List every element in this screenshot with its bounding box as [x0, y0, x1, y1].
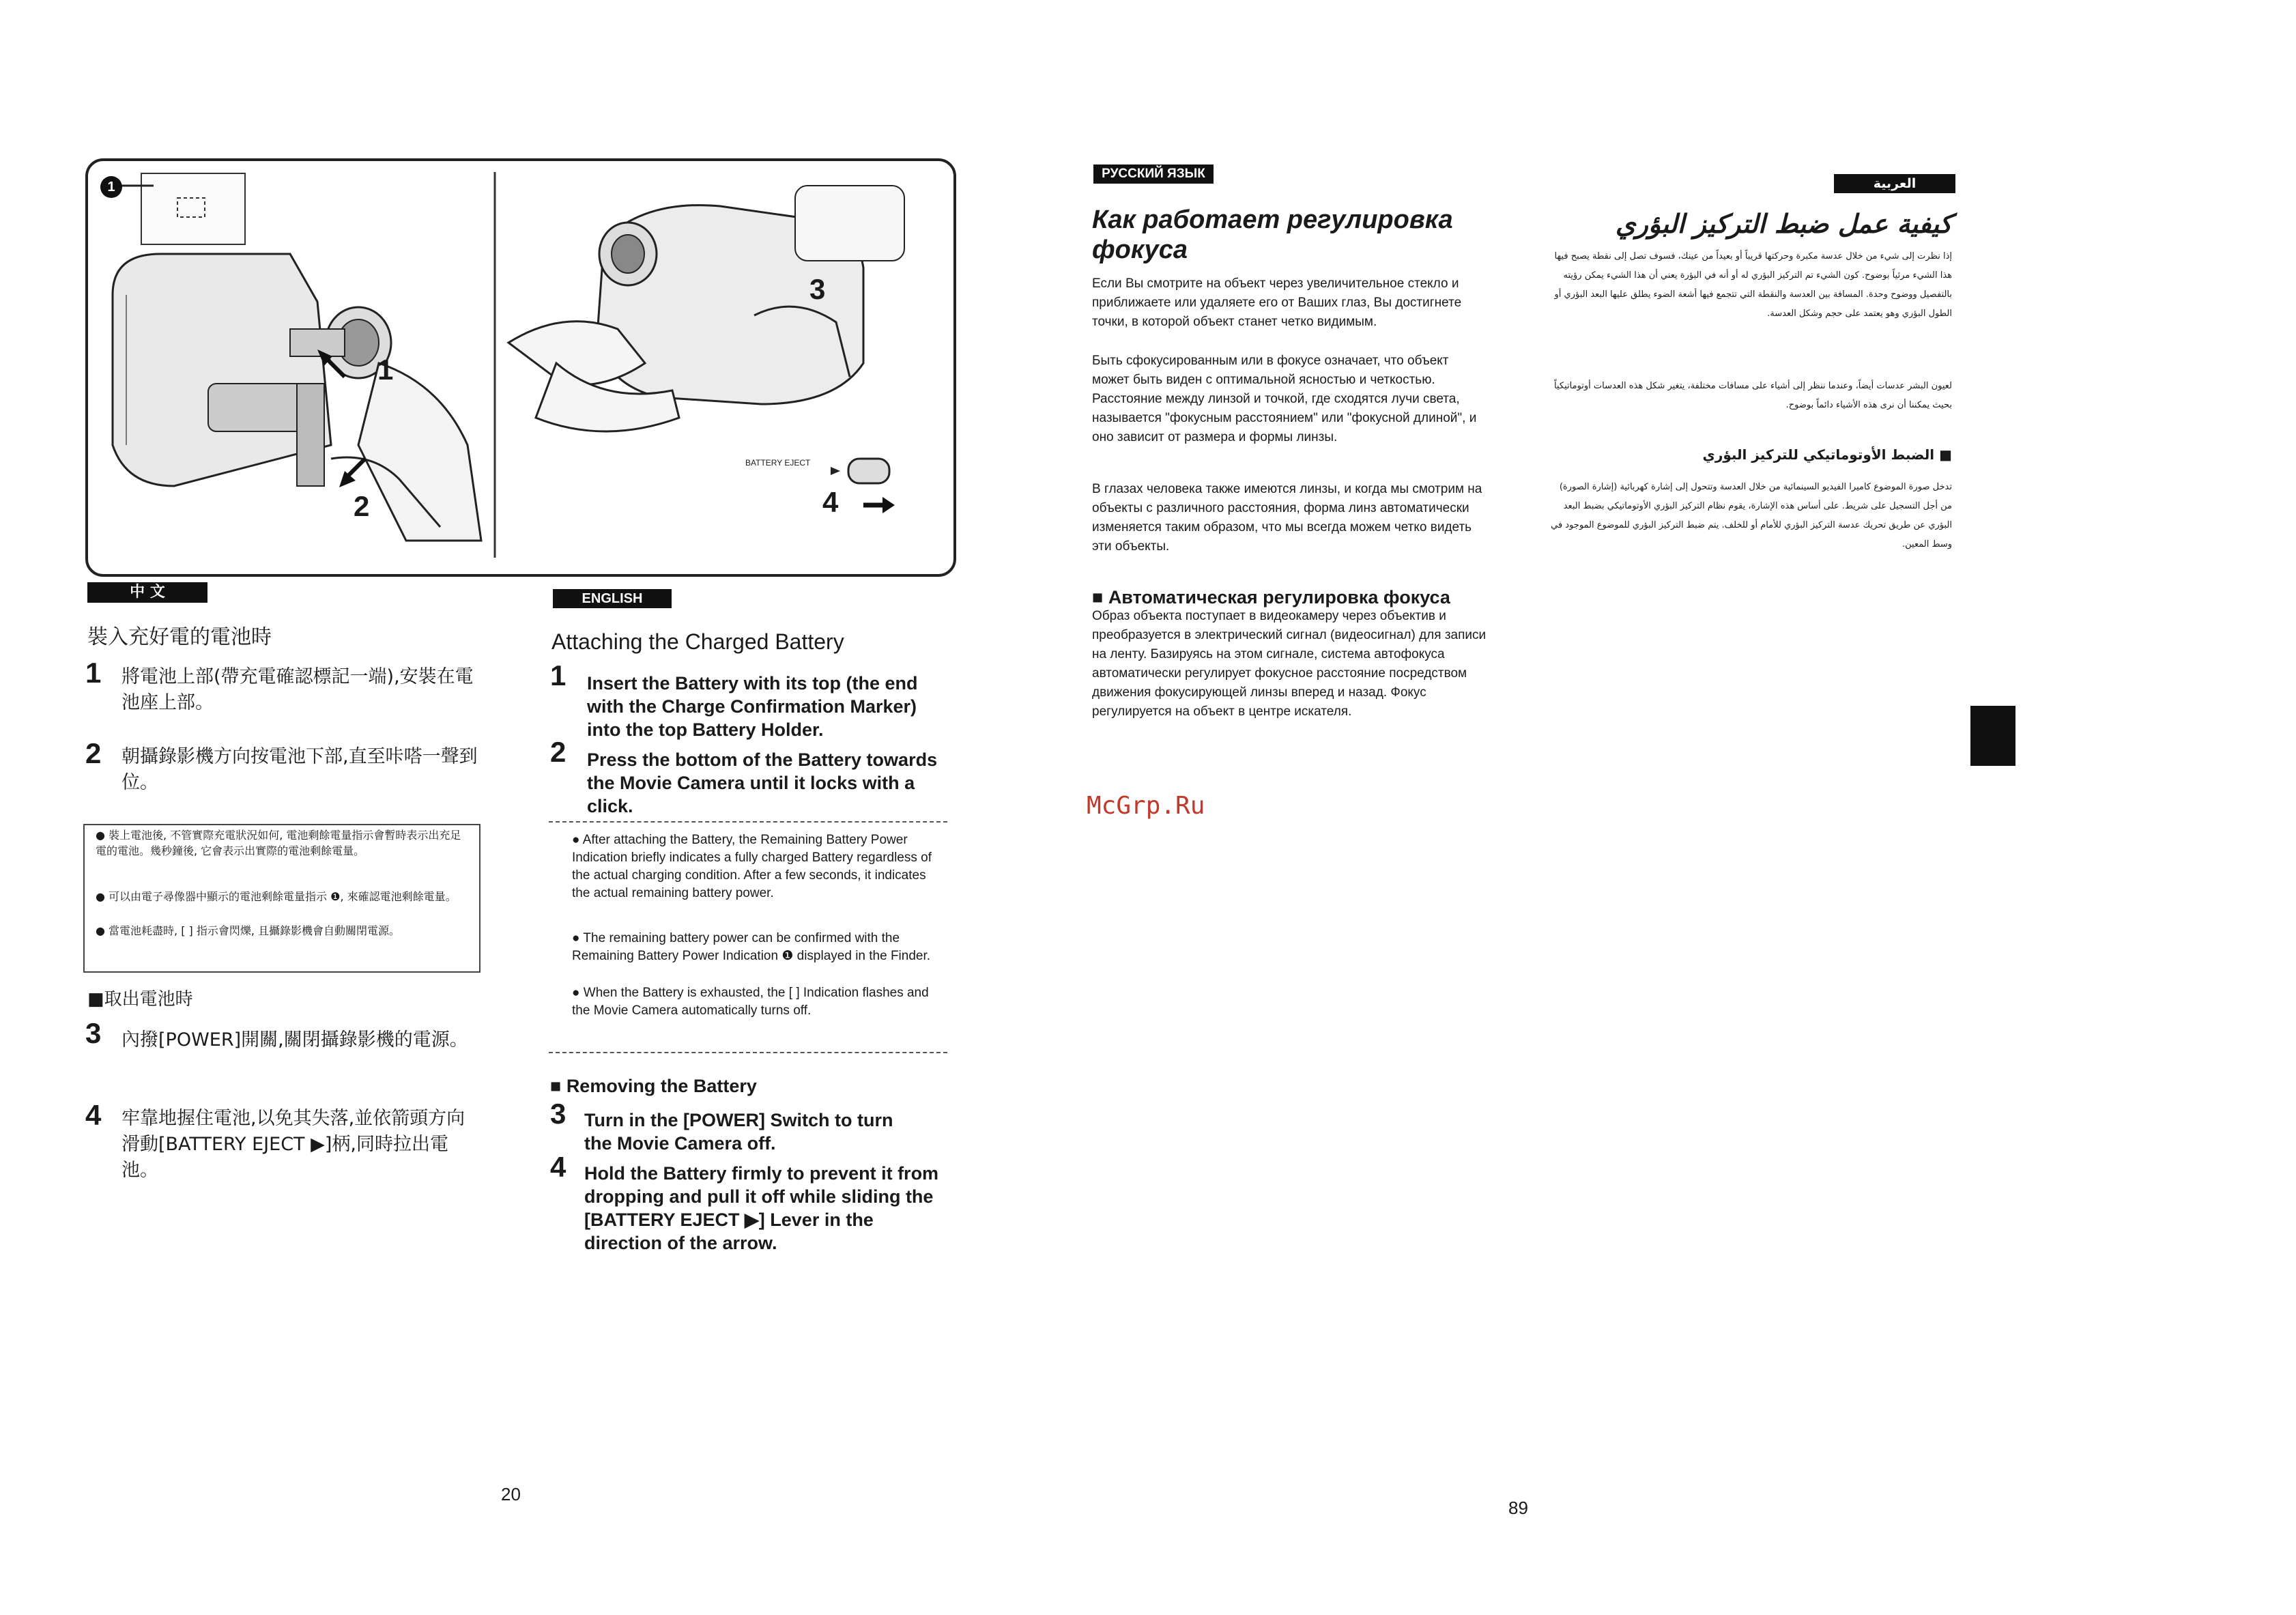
- ar-subtitle: ■ الضبط الأوتوماتيكي للتركيز البؤري: [1702, 446, 1952, 463]
- watermark[interactable]: McGrp.Ru: [1087, 792, 1205, 820]
- en-note-3: ● When the Battery is exhausted, the [ ] Indication flashes and the Movie Camera automatically turns off.: [572, 986, 929, 1018]
- en-step-3-text: Turn in the [POWER] Switch to turn the Movie Camera off.: [584, 1110, 893, 1154]
- chinese-title: 裝入充好電的電池時: [87, 625, 272, 649]
- page-number-left: 20: [501, 1484, 521, 1504]
- en-note-1: ● After attaching the Battery, the Remaining Battery Power Indication briefly indicates a fully charged Battery regardless of the actual charging condition. After a few seconds, it indicates the actual remaining battery power.: [572, 833, 932, 900]
- en-remove-title: ■ Removing the Battery: [550, 1076, 757, 1096]
- cn-note-2: ● 可以由電子尋像器中顯示的電池剩餘電量指示 ❶, 來確認電池剩餘電量。: [96, 890, 457, 903]
- callout-2: 2: [354, 490, 370, 522]
- cn-note-1: ● 裝上電池後, 不管實際充電狀況如何, 電池剩餘電量指示會暫時表示出充足電的電池。幾秒鐘後, 它會表示出實際的電池剩餘電量。: [96, 829, 461, 857]
- cn-remove-title: ■取出電池時: [87, 989, 193, 1010]
- ru-para-4: Образ объекта поступает в видеокамеру через объектив и преобразуется в электрический сигнал (видеосигнал) для записи на ленту. Базируясь на этом сигнале, система автофокуса автоматически регулирует фокусное расстояние посредством движения фокусирующей линзы вперед и назад. Фокус регулируется на объект в центре искателя.: [1092, 609, 1487, 719]
- ru-para-2: Быть сфокусированным или в фокусе означает, что объект может быть виден с оптимальной ясностью и четкостью. Расстояние между линзой и точкой, где сходятся лучи света, называется "фокусным расстоянием" или "фокусной длиной", и оно зависит от размера и формы линзы.: [1092, 354, 1477, 444]
- en-note-2: ● The remaining battery power can be confirmed with the Remaining Battery Power Indication ❶ displayed in the Finder.: [572, 931, 931, 963]
- en-step-4-text: Hold the Battery firmly to prevent it from dropping and pull it off while sliding the [BATTERY EJECT ▶] Lever in the direction of the arrow.: [584, 1163, 939, 1253]
- cn-step-2-text: 朝攝錄影機方向按電池下部,直至咔嗒一聲到位。: [121, 746, 478, 793]
- russian-tag: РУССКИЙ ЯЗЫК: [1093, 165, 1214, 184]
- callout-4: 4: [822, 486, 839, 518]
- en-step-2-number: 2: [550, 736, 566, 768]
- en-step-1-number: 1: [550, 659, 566, 691]
- page-number-right: 89: [1508, 1498, 1528, 1518]
- cn-step-1-text: 將電池上部(帶充電確認標記一端),安裝在電池座上部。: [121, 666, 474, 713]
- en-step-4-number: 4: [550, 1151, 566, 1183]
- en-step-2-text: Press the bottom of the Battery towards the Movie Camera until it locks with a click.: [587, 749, 938, 816]
- russian-title: Как работает регулировка фокуса: [1092, 205, 1453, 264]
- cn-step-3-number: 3: [85, 1017, 102, 1049]
- chinese-tag: 中 文: [87, 582, 207, 603]
- arabic-title: كيفية عمل ضبط التركيز البؤري: [1615, 209, 1952, 239]
- callout-1: 1: [377, 354, 394, 386]
- ar-para-1: إذا نظرت إلى شيء من خلال عدسة مكبرة وحركتها قريباً أو بعيداً من عينك، فسوف تصل إلى نقطة يصبح فيها هذا الشيء مرئياً بوضوح. كون الشيء تم التركيز البؤري له أو أنه في البؤرة يعني أن هذا الشيء يمكن رؤيته بالتفصيل ووضوح وحدة. المسافة بين العدسة والنقطة التي تتجمع فيها أشعة الضوء يطلق عليها البعد البؤري أو الطول البؤري وهو يعتمد على حجم وشكل العدسة.: [1554, 251, 1952, 319]
- english-title: Attaching the Charged Battery: [551, 629, 844, 654]
- ar-para-3: تدخل صورة الموضوع كاميرا الفيديو السينمائية من خلال العدسة وتتحول إلى إشارة كهربائية (إشارة الصورة) من أجل التسجيل على شريط. على أساس هذه الإشارة، يقوم نظام التركيز البؤري الأوتوماتيكي بضبط البعد البؤري عن طريق تحريك عدسة التركيز البؤري للأمام أو للخلف. يتم ضبط التركيز البؤري للموضوع الموجود في وسط المعين.: [1551, 482, 1952, 549]
- finder-marker-1: 1: [100, 176, 122, 198]
- ru-para-1: Если Вы смотрите на объект через увеличительное стекло и приближаете или удаляете его от Ваших глаз, Вы достигнете точки, в которой объект станет четко видимым.: [1092, 276, 1462, 329]
- battery-eject-label: BATTERY EJECT: [745, 458, 811, 468]
- cn-step-4-number: 4: [85, 1099, 102, 1131]
- cn-step-2-number: 2: [85, 737, 102, 769]
- ru-subtitle: ■ Автоматическая регулировка фокуса: [1092, 587, 1450, 608]
- ru-para-3: В глазах человека также имеются линзы, и когда мы смотрим на объекты с различного расстояния, форма линз автоматически изменяется таким образом, что мы всегда можем четко видеть эти объекты.: [1092, 482, 1482, 554]
- callout-3: 3: [809, 273, 826, 305]
- side-index-tab: [1970, 706, 2015, 766]
- arabic-tag: العربية: [1834, 174, 1955, 193]
- ar-para-2: لعيون البشر عدسات أيضاً، وعندما ننظر إلى أشياء على مسافات مختلفة، يتغير شكل هذه العدسات أوتوماتيكياً بحيث يمكننا أن نرى هذه الأشياء دائماً بوضوح.: [1554, 381, 1952, 410]
- en-step-3-number: 3: [550, 1098, 566, 1130]
- english-tag: ENGLISH: [553, 589, 672, 608]
- cn-step-3-text: 內撥[POWER]開關,關閉攝錄影機的電源。: [121, 1029, 468, 1051]
- cn-step-1-number: 1: [85, 657, 102, 689]
- cn-step-4-text: 牢靠地握住電池,以免其失落,並依箭頭方向滑動[BATTERY EJECT ▶]柄,同時拉出電池。: [121, 1108, 465, 1181]
- cn-note-3: ● 當電池耗盡時, [ ] 指示會閃爍, 且攝錄影機會自動關閉電源。: [96, 924, 401, 937]
- en-step-1-text: Insert the Battery with its top (the end with the Charge Confirmation Marker) into the top Battery Holder.: [587, 673, 918, 740]
